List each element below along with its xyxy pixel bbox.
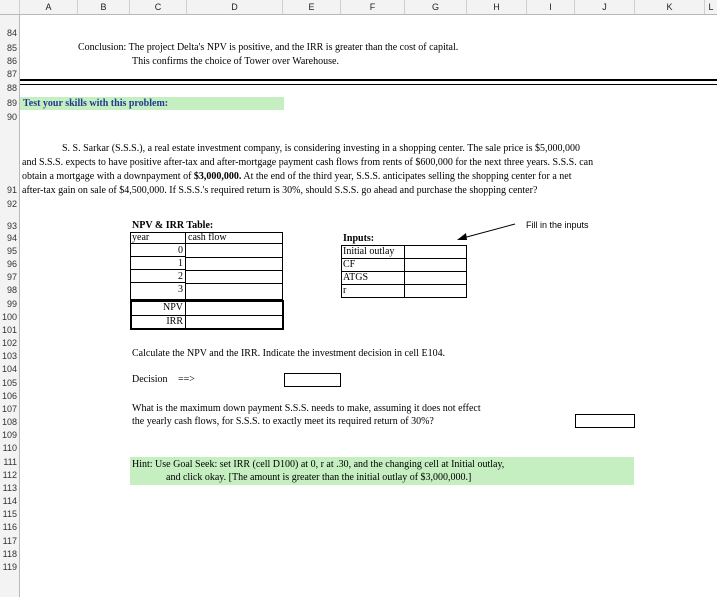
cash-flow-year-3[interactable] [186, 284, 282, 297]
initial-outlay-label: Initial outlay [343, 246, 395, 257]
divider-bottom [20, 84, 717, 85]
max-downpayment-cell[interactable] [575, 414, 635, 428]
cf-input[interactable] [405, 259, 466, 271]
problem-downpayment: $3,000,000. [193, 171, 242, 182]
divider-top [20, 79, 717, 81]
initial-outlay-input[interactable] [405, 246, 466, 258]
row-header[interactable]: 110 [2, 443, 17, 453]
npv-value-cell[interactable] [186, 302, 282, 314]
problem-line-4: after-tax gain on sale of $4,500,000. If S.S.S.'s required return is 30%, should S.S.S. go ahead and purchase the shopping center? [22, 185, 538, 196]
decision-label: Decision [132, 374, 168, 385]
problem-line-2: and S.S.S. expects to have positive after-tax and after-mortgage payment cash flows from rents of $600,000 for the next three years. S.S.S. can [22, 157, 594, 168]
row-header[interactable]: 104 [1, 364, 17, 374]
row-header[interactable]: 90 [6, 112, 17, 122]
cash-flow-year-0[interactable] [186, 245, 282, 258]
row-header[interactable]: 97 [6, 272, 17, 282]
decision-arrow: ==> [178, 374, 195, 385]
row-header[interactable]: 118 [2, 549, 17, 559]
column-header-h[interactable]: H [467, 0, 527, 14]
row-header[interactable]: 85 [6, 43, 17, 53]
npv-table-title: NPV & IRR Table: [132, 220, 214, 231]
cash-flow-year-1[interactable] [186, 258, 282, 271]
conclusion-line-2: This confirms the choice of Tower over Warehouse. [132, 56, 339, 67]
row-header[interactable]: 103 [1, 351, 17, 361]
conclusion-line-1: Conclusion: The project Delta's NPV is positive, and the IRR is greater than the cost of capital. [78, 42, 459, 53]
question-line-2: the yearly cash flows, for S.S.S. to exactly meet its required return of 30%? [132, 416, 434, 427]
fill-inputs-note: Fill in the inputs [526, 220, 589, 230]
row-header[interactable]: 96 [6, 259, 17, 269]
row-header[interactable]: 98 [6, 285, 17, 295]
inputs-title: Inputs: [343, 233, 375, 244]
row-header[interactable]: 106 [1, 391, 17, 401]
row-header[interactable]: 119 [2, 562, 17, 572]
question-line-1: What is the maximum down payment S.S.S. needs to make, assuming it does not effect [132, 403, 481, 414]
r-label: r [343, 285, 347, 296]
problem-line-3-rest: At the end of the third year, S.S.S. anticipates selling the shopping center for a net [241, 171, 572, 182]
year-2[interactable]: 2 [130, 271, 185, 283]
row-header[interactable]: 94 [6, 233, 17, 243]
row-header[interactable]: 117 [2, 536, 17, 546]
decision-cell[interactable] [284, 373, 341, 387]
year-0[interactable]: 0 [130, 245, 185, 257]
row-header[interactable]: 89 [6, 98, 17, 108]
column-header-b[interactable]: B [78, 0, 130, 14]
column-header-f[interactable]: F [341, 0, 405, 14]
row-header[interactable]: 84 [6, 28, 17, 38]
row-header[interactable]: 93 [6, 221, 17, 231]
column-header-c[interactable]: C [130, 0, 187, 14]
problem-line-3 [22, 171, 571, 182]
cash-flow-header: cash flow [188, 232, 227, 243]
column-header-a[interactable]: A [20, 0, 78, 14]
column-header-d[interactable]: D [187, 0, 283, 14]
row-header[interactable]: 109 [1, 430, 17, 440]
problem-line-1: S. S. Sarkar (S.S.S.), a real estate investment company, is considering investing in a shopping center. The sale price is $5,000,000 [62, 143, 580, 154]
row-header[interactable]: 101 [1, 325, 17, 335]
row-header[interactable]: 99 [6, 299, 17, 309]
column-header-k[interactable]: K [635, 0, 705, 14]
row-header[interactable]: 113 [2, 483, 17, 493]
column-header-i[interactable]: I [527, 0, 575, 14]
column-header-j[interactable]: J [575, 0, 635, 14]
year-header: year [132, 232, 150, 243]
row-header[interactable]: 102 [1, 338, 17, 348]
irr-value-cell[interactable] [186, 316, 282, 328]
year-1[interactable]: 1 [130, 258, 185, 270]
column-header-l[interactable]: L [708, 2, 714, 12]
cash-flow-year-2[interactable] [186, 271, 282, 284]
row-header[interactable]: 105 [1, 378, 17, 388]
row-header[interactable]: 114 [2, 496, 17, 506]
npv-label: NPV [162, 302, 183, 313]
row-header[interactable]: 100 [1, 312, 17, 322]
irr-label: IRR [166, 316, 183, 327]
row-header[interactable]: 87 [6, 69, 17, 79]
column-header-g[interactable]: G [405, 0, 467, 14]
problem-line-3-text: obtain a mortgage with a downpayment of [22, 171, 194, 182]
row-header[interactable]: 108 [1, 417, 17, 427]
row-header[interactable]: 107 [1, 404, 17, 414]
row-header[interactable]: 91 [6, 185, 17, 195]
row-header[interactable]: 111 [3, 457, 17, 467]
year-3[interactable]: 3 [178, 284, 183, 295]
cf-label: CF [343, 259, 356, 270]
npv-table-header-line [130, 243, 283, 244]
atgs-input[interactable] [405, 272, 466, 284]
hint-line-2: and click okay. [The amount is greater than the initial outlay of $3,000,000.] [166, 472, 472, 483]
test-skills-heading: Test your skills with this problem: [20, 97, 284, 110]
row-header[interactable]: 112 [2, 470, 17, 480]
row-header[interactable]: 86 [6, 56, 17, 66]
row-header[interactable]: 115 [2, 509, 17, 519]
hint-line-1: Hint: Use Goal Seek: set IRR (cell D100) at 0, r at .30, and the changing cell at Initial outlay, [132, 459, 505, 470]
column-header-e[interactable]: E [283, 0, 341, 14]
row-header[interactable]: 95 [6, 246, 17, 256]
row-header[interactable]: 88 [6, 83, 17, 93]
row-header[interactable]: 92 [6, 199, 17, 209]
row-header-bar [0, 15, 20, 597]
arrow-icon [455, 222, 517, 242]
instruction-text: Calculate the NPV and the IRR. Indicate the investment decision in cell E104. [132, 348, 446, 359]
select-all-corner[interactable] [0, 0, 20, 14]
column-header-bar [0, 0, 717, 15]
r-input[interactable] [405, 285, 466, 297]
atgs-label: ATGS [343, 272, 369, 283]
row-header[interactable]: 116 [2, 522, 17, 532]
